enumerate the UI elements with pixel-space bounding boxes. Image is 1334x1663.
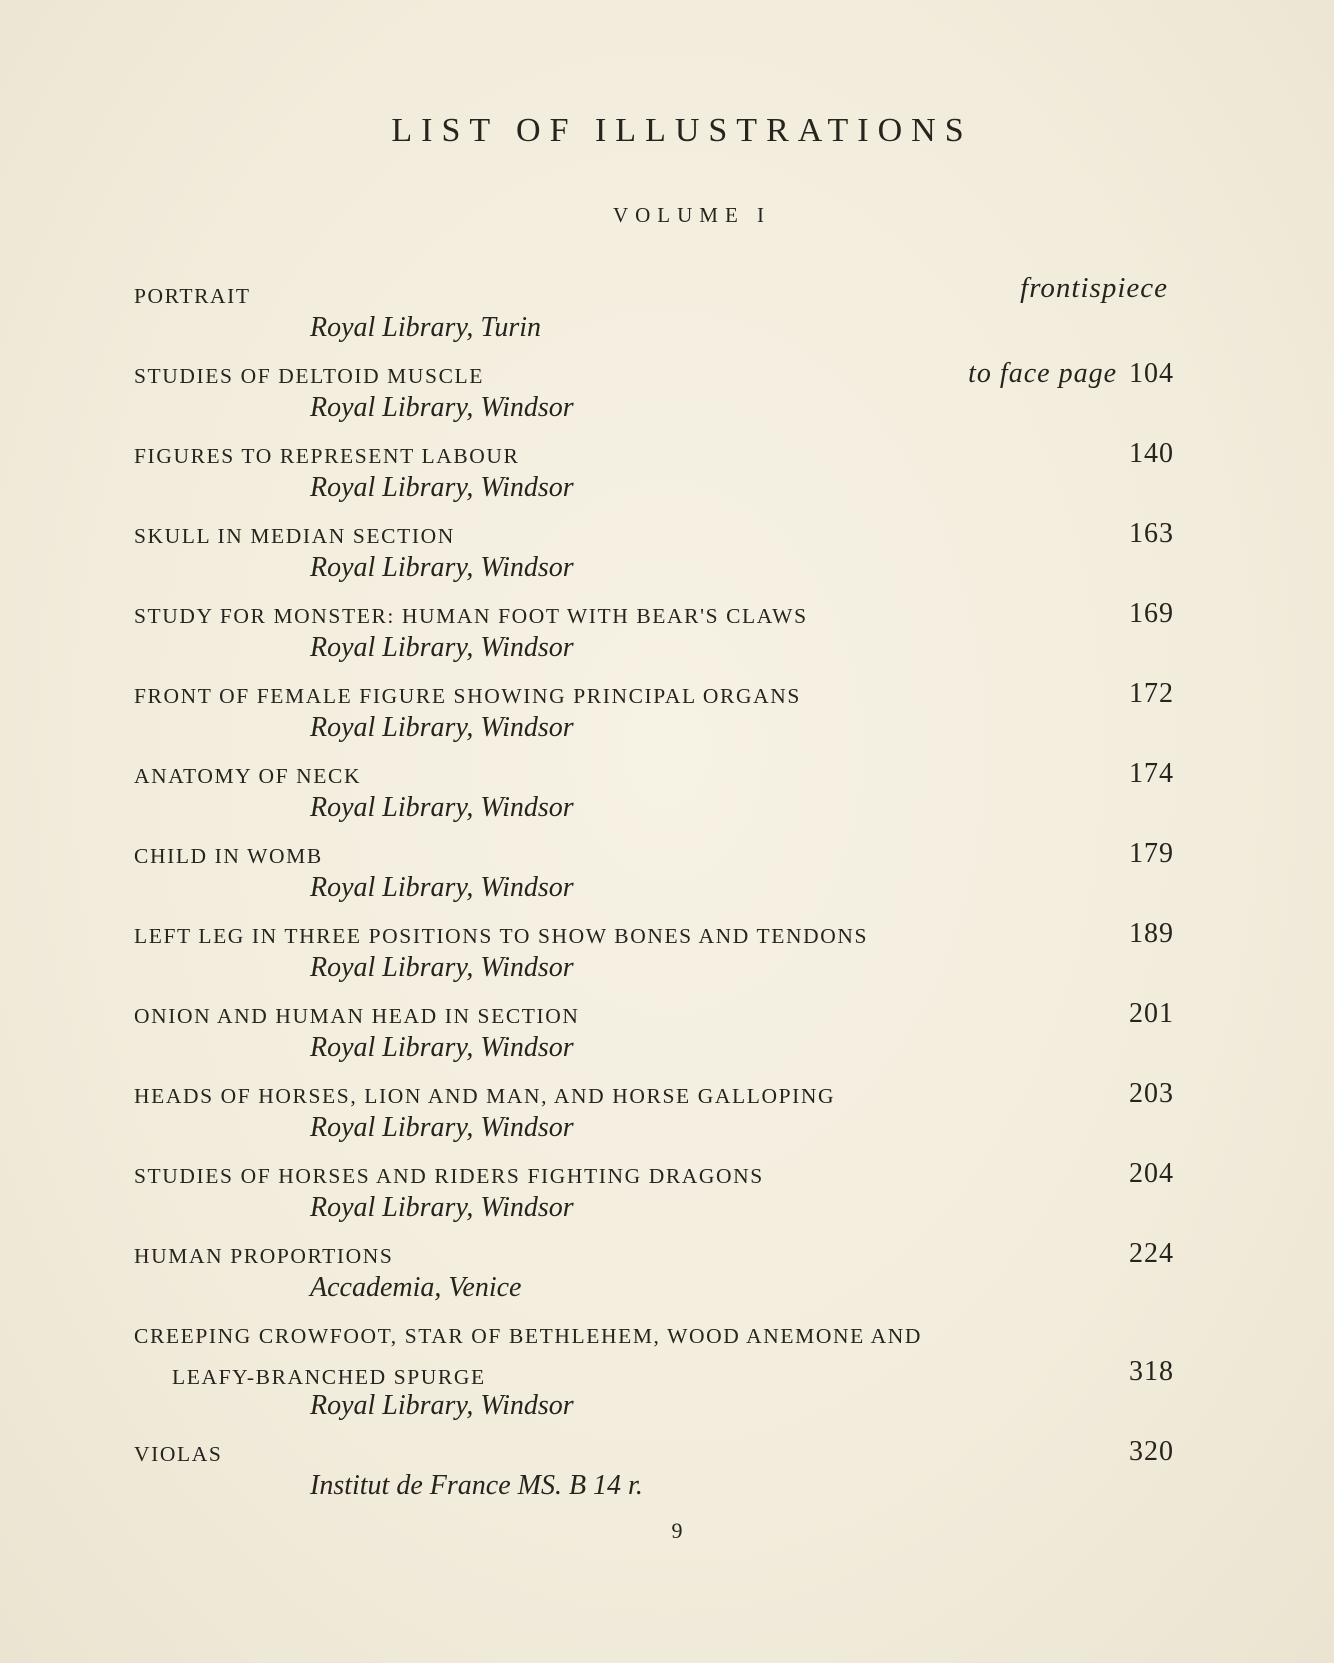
entry-title: VIOLAS bbox=[134, 1442, 223, 1466]
page-value: 104 bbox=[1129, 358, 1174, 389]
entry-source: Royal Library, Windsor bbox=[310, 952, 574, 983]
entry-page-number bbox=[1129, 438, 1174, 470]
illustration-entry bbox=[134, 1150, 1174, 1230]
page-prefix: to face page bbox=[968, 358, 1117, 389]
entry-source: Royal Library, Windsor bbox=[310, 1112, 574, 1143]
entry-page-number bbox=[1129, 998, 1174, 1030]
volume-label: VOLUME I bbox=[612, 203, 772, 227]
illustration-entry bbox=[134, 750, 1174, 830]
page-value: 203 bbox=[1129, 1078, 1174, 1109]
illustration-entry bbox=[134, 990, 1174, 1070]
page-heading: LIST OF ILLUSTRATIONS bbox=[391, 112, 973, 149]
entry-title: HUMAN PROPORTIONS bbox=[134, 1244, 394, 1268]
entry-page-number bbox=[1129, 1356, 1174, 1388]
illustration-entry bbox=[134, 830, 1174, 910]
entry-page-number bbox=[1129, 1238, 1174, 1270]
illustration-entry bbox=[134, 910, 1174, 990]
entry-title: LEFT LEG IN THREE POSITIONS TO SHOW BONES AND TENDONS bbox=[134, 924, 869, 948]
entry-page-number bbox=[1129, 758, 1174, 790]
page-value: frontispiece bbox=[1020, 272, 1168, 304]
entry-title: ANATOMY OF NECK bbox=[134, 764, 362, 788]
entry-title: STUDY FOR MONSTER: HUMAN FOOT WITH BEAR'S CLAWS bbox=[134, 604, 808, 628]
page-value: 140 bbox=[1129, 438, 1174, 469]
entry-source: Royal Library, Windsor bbox=[310, 792, 574, 823]
entry-source: Royal Library, Windsor bbox=[310, 1192, 574, 1223]
entry-title: HEADS OF HORSES, LION AND MAN, AND HORSE GALLOPING bbox=[134, 1084, 836, 1108]
entry-source: Royal Library, Windsor bbox=[310, 712, 574, 743]
entry-page-number bbox=[1129, 678, 1174, 710]
page-value: 201 bbox=[1129, 998, 1174, 1029]
page-value: 169 bbox=[1129, 598, 1174, 629]
entry-source: Royal Library, Windsor bbox=[310, 632, 574, 663]
illustration-entry bbox=[134, 590, 1174, 670]
illustration-entry bbox=[134, 350, 1174, 430]
illustration-entry bbox=[134, 1310, 1174, 1428]
entry-title: PORTRAIT bbox=[134, 284, 251, 308]
entry-title: SKULL IN MEDIAN SECTION bbox=[134, 524, 455, 548]
illustration-entry bbox=[134, 1230, 1174, 1310]
illustration-entry bbox=[134, 430, 1174, 510]
entry-source: Royal Library, Turin bbox=[310, 312, 542, 343]
illustration-entry bbox=[134, 1070, 1174, 1150]
entry-page-number bbox=[1129, 598, 1174, 630]
page-number: 9 bbox=[671, 1518, 683, 1543]
entry-source: Royal Library, Windsor bbox=[310, 1390, 574, 1421]
page-value: 224 bbox=[1129, 1238, 1174, 1269]
entry-title-continued: LEAFY-BRANCHED SPURGE bbox=[172, 1365, 486, 1389]
entry-page-number bbox=[1129, 518, 1174, 550]
entry-page-number bbox=[1020, 272, 1168, 305]
page-value: 172 bbox=[1129, 678, 1174, 709]
entry-page-number bbox=[1129, 1158, 1174, 1190]
entry-source: Royal Library, Windsor bbox=[310, 872, 574, 903]
entry-title: STUDIES OF HORSES AND RIDERS FIGHTING DRAGONS bbox=[134, 1164, 764, 1188]
entry-source: Royal Library, Windsor bbox=[310, 552, 574, 583]
entry-title: FRONT OF FEMALE FIGURE SHOWING PRINCIPAL ORGANS bbox=[134, 684, 801, 708]
entry-source: Institut de France MS. B 14 r. bbox=[310, 1470, 643, 1501]
illustration-entry bbox=[134, 1428, 1174, 1508]
entry-source: Royal Library, Windsor bbox=[310, 1032, 574, 1063]
entry-page-number bbox=[1129, 1436, 1174, 1468]
entry-title: FIGURES TO REPRESENT LABOUR bbox=[134, 444, 520, 468]
entry-title: STUDIES OF DELTOID MUSCLE bbox=[134, 364, 484, 388]
entry-title: ONION AND HUMAN HEAD IN SECTION bbox=[134, 1004, 580, 1028]
entry-source: Accademia, Venice bbox=[310, 1272, 522, 1303]
page-value: 163 bbox=[1129, 518, 1174, 549]
illustration-entry bbox=[134, 670, 1174, 750]
illustration-list bbox=[134, 270, 1174, 1508]
entry-title: CREEPING CROWFOOT, STAR OF BETHLEHEM, WOOD ANEMONE AND bbox=[134, 1324, 923, 1348]
entry-page-number bbox=[1129, 1078, 1174, 1110]
entry-page-number bbox=[1129, 838, 1174, 870]
illustration-entry bbox=[134, 510, 1174, 590]
entry-source: Royal Library, Windsor bbox=[310, 392, 574, 423]
entry-page-number bbox=[968, 358, 1174, 390]
entry-source: Royal Library, Windsor bbox=[310, 472, 574, 503]
page-value: 204 bbox=[1129, 1158, 1174, 1189]
page-value: 318 bbox=[1129, 1356, 1174, 1387]
page-value: 189 bbox=[1129, 918, 1174, 949]
entry-title: CHILD IN WOMB bbox=[134, 844, 323, 868]
illustration-entry bbox=[134, 270, 1174, 350]
entry-page-number bbox=[1129, 918, 1174, 950]
page-value: 179 bbox=[1129, 838, 1174, 869]
page-value: 320 bbox=[1129, 1436, 1174, 1467]
page-value: 174 bbox=[1129, 758, 1174, 789]
